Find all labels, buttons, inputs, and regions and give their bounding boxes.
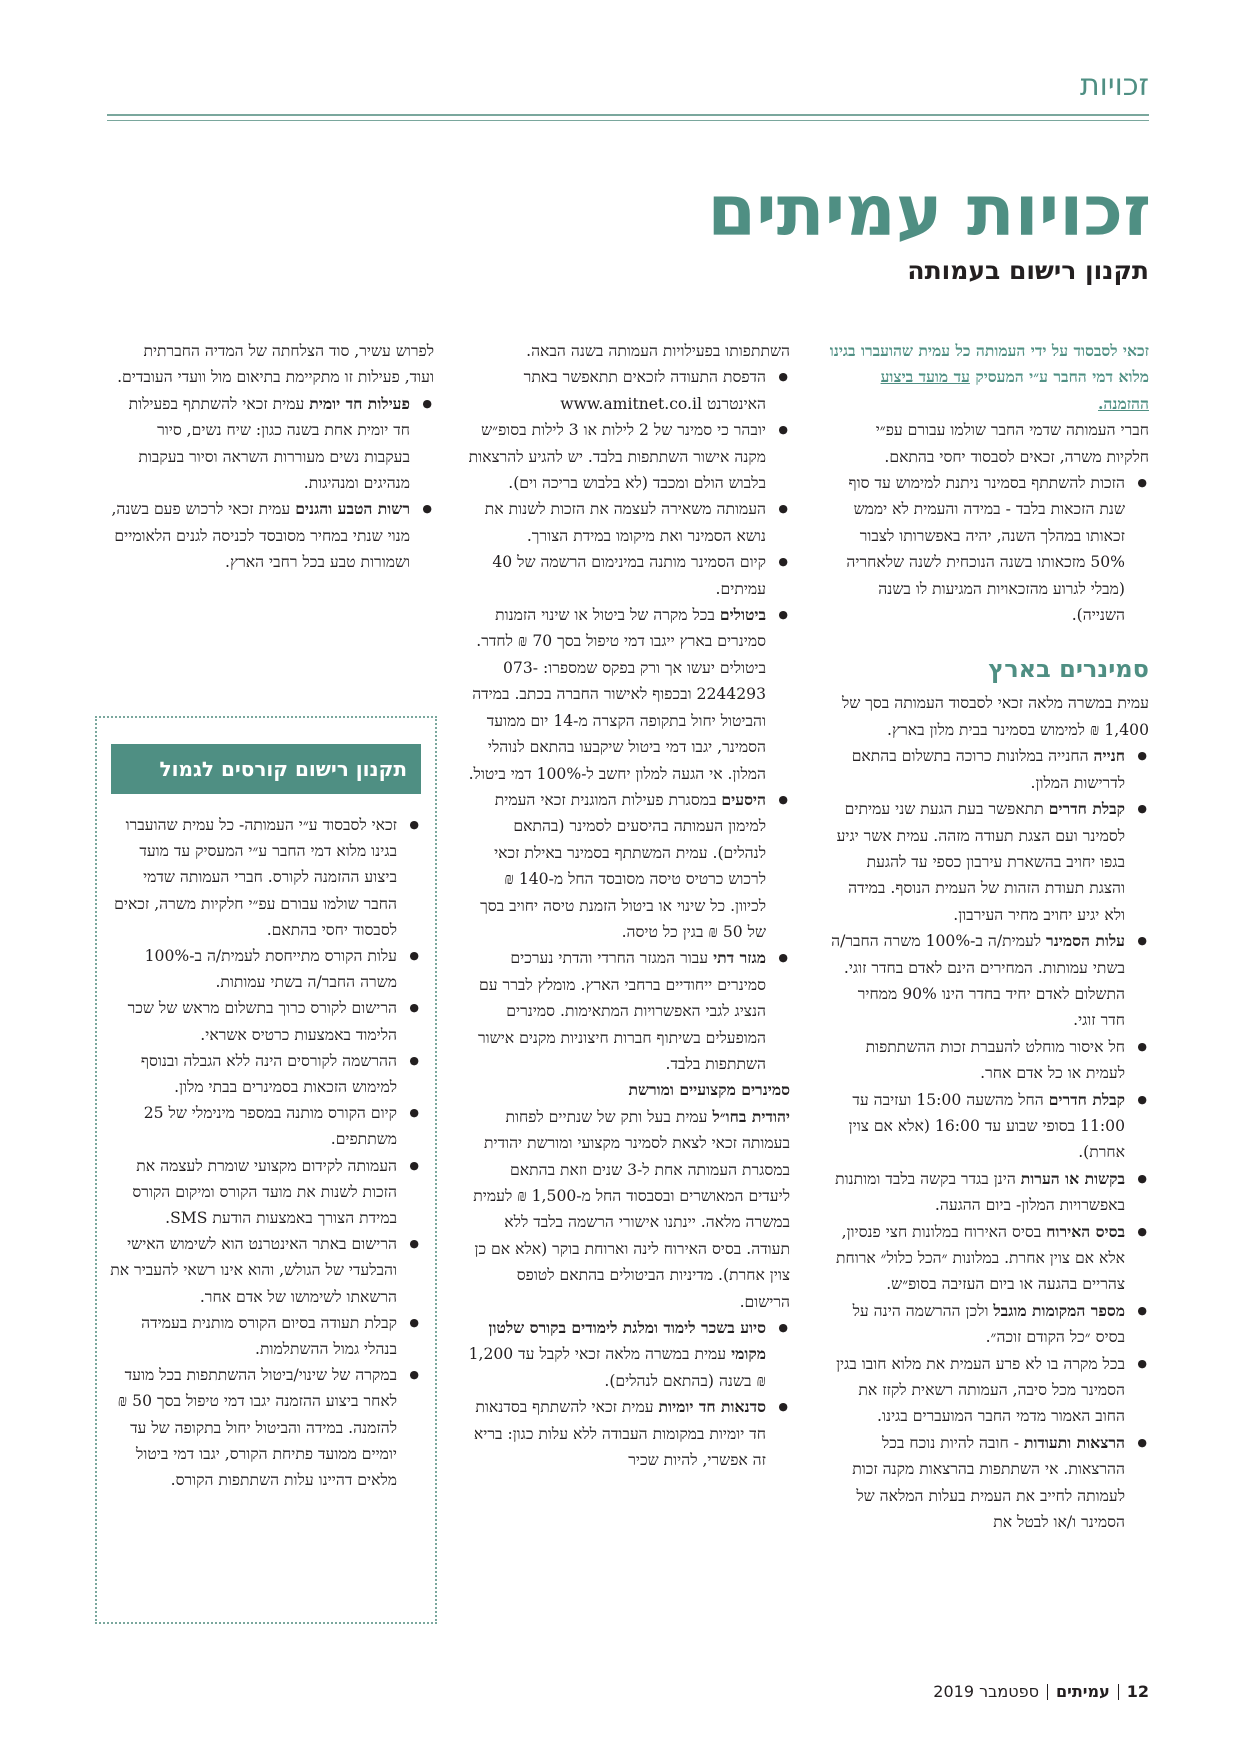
eligibility-lead-text: זכאי לסבסוד על ידי העמותה כל עמית שהועברו בגינו מלוא דמי החבר ע״י המעסיק: [829, 341, 1149, 387]
eligibility-list: [829, 470, 1149, 628]
prof-seminars-heading: סמינרים מקצועיים ומורשת: [628, 1080, 790, 1100]
list-item: [829, 1166, 1149, 1219]
list-item-text: קיום הסמינר מותנה במינימום הרשמה של 40 עמיתים.: [492, 553, 766, 598]
list-item: [468, 787, 790, 945]
list-item-text: - חובה להיות נוכח בכל ההרצאות. אי השתתפות בהרצאות מקנה זכות לעמותה לחייב את העמית בעלות המלאה של הסמינר ו/או לבטל את: [852, 1433, 1125, 1532]
list-item: [829, 1087, 1149, 1166]
list-item: ● במקרה של שינוי/ביטול ההשתתפות בכל מועד לאחר ביצוע ההזמנה יגבו דמי טיפול בסך 50 ₪ להזמנה. במידה והביטול יחול בתקופה של עד יומיים ממועד פתיחת הקורס, יגבו דמי ביטול מלאים דהיינו עלות השתתפות הקורס.: [107, 1362, 421, 1493]
seminars-heading: סמינרים בארץ: [988, 655, 1149, 684]
list-item: ● הרישום באתר האינטרנט הוא לשימוש האישי והבלעדי של הגולש, והוא אינו רשאי להעביר את הרשאתו לשימושו של אדם אחר.: [107, 1231, 421, 1310]
list-item-text: הדפסת התעודה לזכאים תתאפשר באתר האינטרנט www.amitnet.co.il: [523, 368, 766, 413]
list-item-bold: בסיס האירוח: [1046, 1221, 1125, 1241]
list-item-text: עמית זכאי להשתתף בפעילות חד יומית אחת בשנה כגון: שיח נשים, סיור בעקבות נשים מעוררות השראה וסיור בעקבות מנהיגים ומנהיגות.: [128, 394, 410, 493]
list-item-bold: בקשות או הערות: [1020, 1168, 1125, 1188]
list-item-text: ולכן ההרשמה הינה על בסיס ״כל הקודם זוכה״.: [852, 1301, 1125, 1347]
list-item: ● הרישום לקורס כרוך בתשלום מראש של שכר הלימוד באמצעות כרטיס אשראי.: [107, 995, 421, 1047]
continuation-text-left: לפרוש עשיר, סוד הצלחתה של המדיה החברתית ועוד, פעילות זו מתקיימת בתיאום מול וועדי העובדים.: [117, 342, 434, 387]
list-item: [829, 1298, 1149, 1351]
list-item-bold: ביטולים: [719, 605, 766, 625]
footer-divider: [1118, 1684, 1119, 1700]
list-item-text: בכל מקרה בו לא פרע העמית את מלוא חובו בגין הסמינר מכל סיבה, העמותה רשאית לקזז את החוב האמור מדמי החבר המועברים בגינו.: [836, 1354, 1125, 1426]
list-item: [829, 1034, 1149, 1087]
column-left: [110, 338, 434, 576]
rules-list: [468, 364, 790, 1077]
list-item: [110, 391, 434, 497]
list-item-text: עמית זכאי להשתתף בסדנאות חד יומיות במקומות העבודה ללא עלות כגון: בריא זה אפשרי, להיות שכיר: [473, 1398, 766, 1470]
list-item-bold: רשות הטבע והגנים: [295, 499, 410, 519]
footer-divider-2: [1047, 1684, 1048, 1700]
list-item-text: החל מהשעה 15:00 ועזיבה עד 11:00 בסופי שבוע עד 16:00 (אלא אם צוין אחרת).: [848, 1090, 1125, 1162]
list-item: ● זכאי לסבסוד ע״י העמותה- כל עמית שהועברו בגינו מלוא דמי החבר ע״י המעסיק עד מועד ביצוע ההזמנה לקורס. חברי העמותה שדמי החבר שולמו עבורם עפ״י חלקיות משרה, זכאים לסבסוד יחסי בהתאם.: [107, 812, 421, 943]
list-item: [468, 1315, 790, 1394]
partial-employment-paragraph: חברי העמותה שדמי החבר שולמו עבורם עפ״י חלקיות משרה, זכאים לסבסוד יחסי בהתאם.: [875, 421, 1149, 466]
list-item-bold: מגזר דתי: [713, 948, 766, 968]
continuation-text: השתתפותו בפעילויות העמותה בשנה הבאה.: [526, 342, 790, 360]
prof-seminars-bold: יהודית בחו״ל: [712, 1106, 790, 1126]
page-number: 12: [1126, 1682, 1149, 1701]
header-rule-thin: [107, 120, 1149, 121]
magazine-name: עמיתים: [1056, 1682, 1110, 1701]
list-item: [829, 796, 1149, 928]
prof-seminars-paragraph: [468, 1104, 790, 1315]
list-item: [468, 945, 790, 1077]
list-item-bold: הרצאות ותעודות: [1023, 1432, 1125, 1452]
courses-box: [95, 716, 437, 1624]
courses-box-body: [107, 812, 421, 1493]
list-item: ● הזכות להשתתף בסמינר ניתנת למימוש עד סוף שנת הזכאות בלבד - במידה והעמית לא יממש זכאותו במהלך השנה, יהיה באפשרותו לצבור 50% מזכאותו בשנה הנוכחית לשנה שלאחריה (מבלי לגרוע מהזכאויות המגיעות לו בשנה השנייה).: [829, 470, 1149, 628]
list-item-text: בסיס האירוח במלונות חצי פנסיון, אלא אם צוין אחרת. במלונות ״הכל כלול״ ארוחת צהריים בהגעה או ביום העזיבה בסופ״ש.: [835, 1222, 1125, 1294]
courses-box-title: תקנון רישום קורסים לגמול: [111, 744, 421, 794]
page-subtitle: תקנון רישום בעמותה: [907, 256, 1149, 285]
list-item-text: במסגרת פעילות המוגנית זכאי העמית למימון העמותה בהיסעים לסמינר (בהתאם לנהלים). עמית המשתתף בסמינר באילת זכאי לרכוש כרטיס טיסה מסובסד החל מ-140 ₪ לכיוון. כל שינוי או ביטול הזמנת טיסה יחויב בסך של 50 ₪ בגין כל טיסה.: [480, 790, 766, 941]
list-item: [110, 496, 434, 575]
list-item: [829, 743, 1149, 796]
list-item-text: עמית במשרה מלאה זכאי לקבל עד 1,200 ₪ בשנה (בהתאם לנהלים).: [468, 1345, 766, 1390]
list-item-text: תתאפשר בעת הגעת שני עמיתים לסמינר ועם הצגת תעודה מזהה. עמית אשר יגיע בגפו יחויב בהשארת עירבון כספי עד להגעת והצגת תעודת הזהות של העמית הנוסף. במידה ולא יגיע יחויב מחיר העירבון.: [836, 800, 1125, 924]
header-rule: [107, 114, 1149, 116]
list-item-text: חל איסור מוחלט להעברת זכות ההשתתפות לעמית או כל אדם אחר.: [865, 1037, 1125, 1083]
list-item: [468, 496, 790, 549]
list-item: [829, 1430, 1149, 1536]
list-item: [468, 364, 790, 417]
list-item: ● עלות הקורס מתייחסת לעמית/ה ב-100% משרה החבר/ה בשתי עמותות.: [107, 943, 421, 995]
list-item: ● ההרשמה לקורסים הינה ללא הגבלה ובנוסף למימוש הזכאות בסמינרים בבתי מלון.: [107, 1048, 421, 1100]
list-item: [829, 1219, 1149, 1298]
list-item: [829, 928, 1149, 1034]
list-item: ● קיום הקורס מותנה במספר מינימלי של 25 משתתפים.: [107, 1100, 421, 1152]
list-item-text: לעמית/ה ב-100% משרה החבר/ה בשתי עמותות. המחירים הינם לאדם בחדר זוגי. התשלום לאדם יחיד בחדר הינו 90% ממחיר חדר זוגי.: [831, 932, 1125, 1030]
list-item-bold: עלות הסמינר: [1046, 931, 1125, 951]
list-item-text: בכל מקרה של ביטול או שינוי הזמנות סמינרים בארץ ייגבו דמי טיפול בסך 70 ₪ לחדר. ביטולים יעשו אך ורק בפקס שמספרו: 073-2244293 ובכפוף לאישור החברה בכתב. במידה והביטול יחול בתקופה הקצרה מ-14 יום ממועד הסמינר, יגבו דמי ביטול שיקבעו בהתאם לנוהלי המלון. אי הגעה למלון יחשב ל-100% דמי ביטול.: [468, 606, 766, 783]
courses-list: [107, 812, 421, 1493]
list-item: ● קבלת תעודה בסיום הקורס מותנית בעמידה בנהלי גמול ההשתלמות.: [107, 1310, 421, 1362]
seminars-list: [829, 743, 1149, 1535]
benefits-list: [468, 1315, 790, 1473]
list-item-bold: קבלת חדרים: [1048, 799, 1125, 819]
list-item: [829, 1351, 1149, 1430]
eligibility-lead-underlined: עד מועד ביצוע ההזמנה.: [880, 367, 1149, 413]
list-item: [468, 417, 790, 496]
list-item-text: עמית זכאי לרכוש פעם בשנה, מנוי שנתי במחיר מסובסד לכניסה לגנים הלאומיים ושמורות טבע בכל רחבי הארץ.: [111, 500, 410, 572]
activities-list: [110, 391, 434, 576]
eligibility-lead: [829, 338, 1149, 417]
list-item-text: הינן בגדר בקשה בלבד ומותנות באפשרויות המלון- ביום ההגעה.: [835, 1169, 1125, 1215]
column-right: [829, 338, 1149, 1535]
list-item-bold: סדנאות חד יומיות: [658, 1397, 766, 1417]
list-item-bold: פעילות חד יומית: [309, 393, 410, 413]
list-item-bold: מספר המקומות מוגבל: [993, 1300, 1125, 1320]
page-title: זכויות עמיתים: [707, 170, 1151, 252]
issue-date: ספטמבר 2019: [933, 1682, 1039, 1701]
section-tag: זכויות: [1079, 68, 1149, 103]
list-item-bold: סיוע בשכר לימוד ומלגת לימודים בקורס שלטון מקומי: [488, 1318, 766, 1364]
list-item: [468, 549, 790, 602]
list-item-bold: חנייה: [1093, 746, 1125, 766]
list-item-text: החנייה במלונות כרוכה בתשלום בהתאם לדרישות המלון.: [851, 747, 1125, 792]
list-item-text: העמותה משאירה לעצמה את הזכות לשנות את נושא הסמינר ואת מיקומו במידת הצורך.: [484, 500, 766, 545]
list-item: ● העמותה לקידום מקצועי שומרת לעצמה את הזכות לשנות את מועד הקורס ומיקום הקורס במידת הצורך באמצעות הודעת SMS.: [107, 1153, 421, 1232]
list-item-text: עבור המגזר החרדי והדתי נערכים סמינרים ייחודיים ברחבי הארץ. מומלץ לברר עם הנציג לגבי האפשרויות המתאימות. סמינרים המופעלים בשיתוף חברות חיצוניות מקנים אישור השתתפות בלבד.: [478, 949, 766, 1073]
list-item: [468, 602, 790, 787]
column-middle: [468, 338, 790, 1473]
page-footer: [933, 1682, 1149, 1701]
list-item-bold: קבלת חדרים: [1048, 1089, 1125, 1109]
seminars-intro: עמית במשרה מלאה זכאי לסבסוד העמותה בסך של 1,400 ₪ למימוש בסמינר בבית מלון בארץ.: [841, 694, 1149, 739]
list-item-text: יובהר כי סמינר של 2 לילות או 3 לילות בסופ״ש מקנה אישור השתתפות בלבד. יש להגיע להרצאות בלבוש הולם ומכבד (לא בלבוש בריכה וים).: [468, 421, 766, 493]
list-item-bold: היסעים: [721, 789, 766, 809]
prof-seminars-text: עמית בעל ותק של שנתיים לפחות בעמותה זכאי לצאת לסמינר מקצועי ומורשת יהודית במסגרת העמותה אחת ל-3 שנים וזאת בהתאם ליעדים המאושרים ובסבסוד החל מ-1,500 ₪ לעמית במשרה מלאה. יינתנו אישורי הרשמה בלבד ללא תעודה. בסיס האירוח לינה וארוחת בוקר (אלא אם כן צוין אחרת). מדיניות הביטולים בהתאם לטופס הרישום.: [473, 1107, 790, 1311]
list-item: [468, 1394, 790, 1473]
